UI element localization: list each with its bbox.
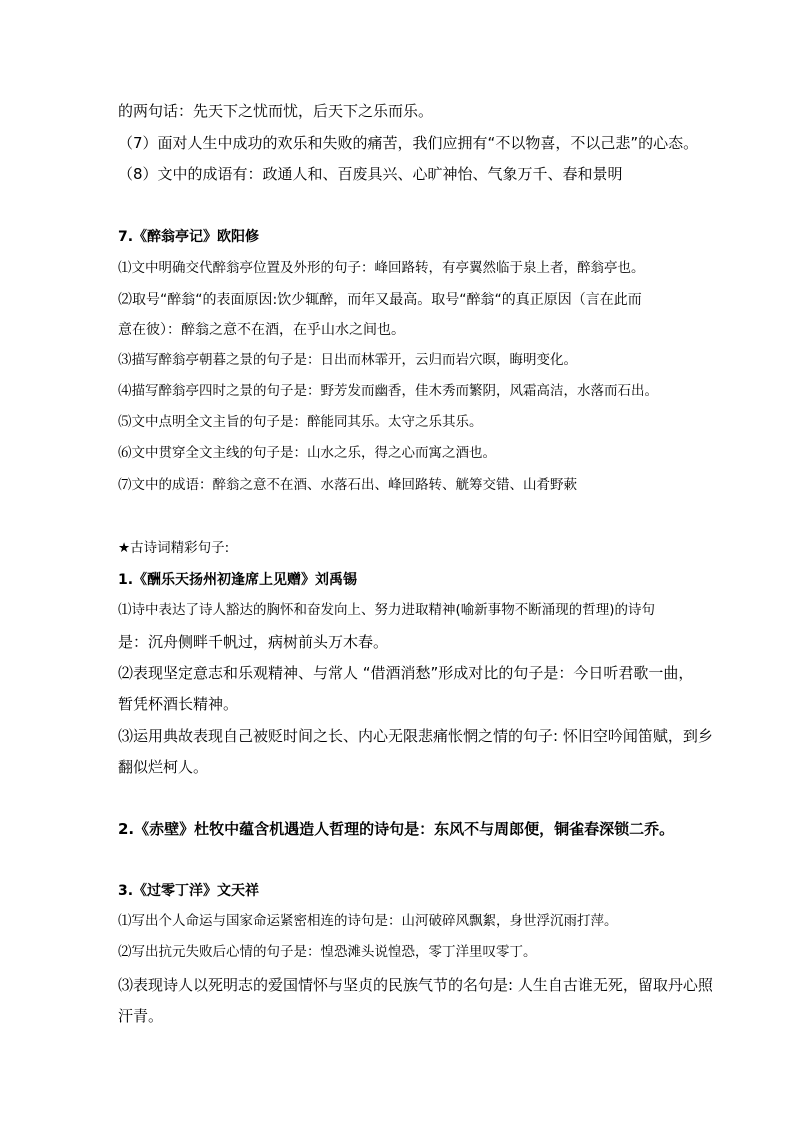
list-item: ⑵表现坚定意志和乐观精神、与常人 “借酒消愁”形成对比的句子是：今日听君歌一曲， [118, 664, 694, 682]
section-title: 7.《醉翁亭记》欧阳修 [118, 229, 260, 245]
list-item: ⑵取号“醉翁“的表面原因:饮少辄醉，而年又最高。取号“醉翁“的真正原因（言在此而 [118, 292, 642, 308]
section-title: 3.《过零丁洋》文天祥 [118, 883, 260, 899]
list-item: 意在彼）：醉翁之意不在酒，在乎山水之间也。 [118, 322, 405, 338]
section-title: 2.《赤壁》杜牧中蕴含机遇造人哲理的诗句是：东风不与周郎便，铜雀春深锁二乔。 [118, 820, 675, 838]
list-item: ⑷描写醉翁亭四时之景的句子是：野芳发而幽香，佳木秀而繁阴，风霜高洁，水落而石出。 [118, 383, 658, 399]
list-item: ⑸文中点明全文主旨的句子是：醉能同其乐。太守之乐其乐。 [118, 414, 483, 430]
text-line: （8）文中的成语有：政通人和、百废具兴、心旷神怡、气象万千、春和景明 [118, 165, 623, 183]
list-item: ⑶描写醉翁亭朝暮之景的句子是：日出而林霏开，云归而岩穴暝，晦明变化。 [118, 352, 577, 368]
list-item: ⑴写出个人命运与国家命运紧密相连的诗句是：山河破碎风飘絮，身世浮沉雨打萍。 [118, 913, 618, 929]
list-item: ⑵写出抗元失败后心情的句子是：惶恐滩头说惶恐，零丁洋里叹零丁。 [118, 944, 537, 960]
list-item: 翻似烂柯人。 [118, 758, 209, 776]
list-item: ⑹文中贯穿全文主线的句子是：山水之乐，得之心而寓之酒也。 [118, 445, 496, 461]
section-heading: ★古诗词精彩句子: [118, 540, 230, 556]
text-line: （7）面对人生中成功的欢乐和失败的痛苦，我们应拥有“不以物喜，不以己悲”的心态。 [118, 134, 699, 152]
text-line: 的两句话：先天下之忧而忧，后天下之乐而乐。 [118, 102, 434, 120]
list-item: ⑴诗中表达了诗人豁达的胸怀和奋发向上、努力进取精神(喻新事物不断涌现的哲理)的诗句 [118, 602, 656, 618]
list-item: ⑶运用典故表现自己被贬时间之长、内心无限悲痛怅惘之情的句子: 怀旧空吟闻笛赋，到乡 [118, 727, 713, 745]
list-item: ⑴文中明确交代醉翁亭位置及外形的句子：峰回路转，有亭翼然临于泉上者，醉翁亭也。 [118, 260, 645, 276]
list-item: ⑺文中的成语：醉翁之意不在酒、水落石出、峰回路转、觥筹交错、山肴野蔌 [118, 477, 577, 493]
list-item: 是：沉舟侧畔千帆过，病树前头万木春。 [118, 633, 389, 651]
list-item: ⑶表现诗人以死明志的爱国情怀与坚贞的民族气节的名句是: 人生自古谁无死，留取丹心照 [118, 976, 713, 994]
list-item: 暂凭杯酒长精神。 [118, 695, 239, 713]
list-item: 汗青。 [118, 1007, 164, 1025]
section-title: 1.《酬乐天扬州初逢席上见赠》刘禹锡 [118, 572, 358, 588]
